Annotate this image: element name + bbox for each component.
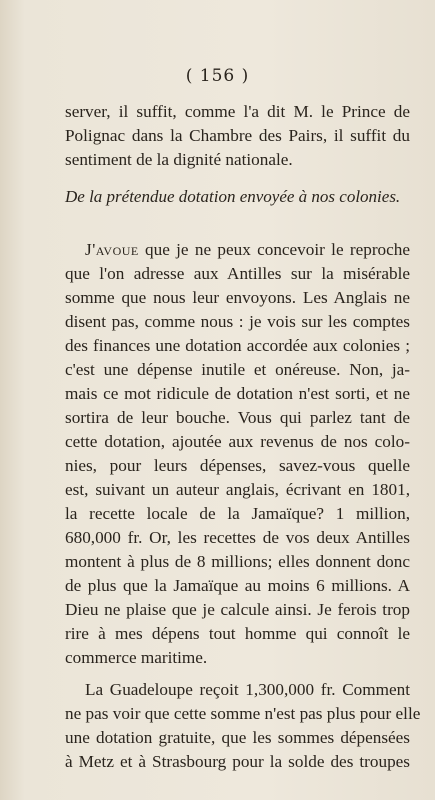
text-line: Polignac dans la Chambre des Pairs, il suffit du bbox=[65, 126, 410, 145]
text-line: de plus que la Jamaïque au moins 6 millions. A bbox=[65, 576, 410, 595]
text-line: 680,000 fr. Or, les recettes de vos deux Antilles bbox=[65, 528, 410, 547]
text-line: la recette locale de la Jamaïque? 1 million, bbox=[65, 504, 410, 523]
text-line: est, suivant un auteur anglais, écrivant en 1801, bbox=[65, 480, 410, 499]
text-line: c'est une dépense inutile et onéreuse. Non, ja- bbox=[65, 360, 410, 379]
text-line: sentiment de la dignité nationale. bbox=[65, 150, 293, 169]
text-line: sortira de leur bouche. Vous qui parlez tant de bbox=[65, 408, 410, 427]
text-line: disent pas, comme nous : je vois sur les comptes bbox=[65, 312, 410, 331]
text-span: que je ne peux concevoir le reproche bbox=[138, 240, 410, 259]
paragraph-first-line bbox=[85, 238, 410, 262]
section-title: De la prétendue dotation envoyée à nos colonies. bbox=[65, 187, 401, 206]
text-line: montent à plus de 8 millions; elles donnent donc bbox=[65, 552, 410, 571]
text-line: une dotation gratuite, que les sommes dépensées bbox=[65, 728, 410, 747]
text-line: nies, pour leurs dépenses, savez-vous quelle bbox=[65, 456, 410, 475]
text-line: commerce maritime. bbox=[65, 648, 208, 667]
text-line: rire à mes dépens tout homme qui connoît le bbox=[65, 624, 410, 643]
paragraph-first-line: La Guadeloupe reçoit 1,300,000 fr. Comment bbox=[85, 680, 410, 699]
text-line: Dieu ne plaise que je calcule ainsi. Je ferois trop bbox=[65, 600, 410, 619]
text-line: ne pas voir que cette somme n'est pas plus pour elle bbox=[65, 704, 421, 723]
page-number: ( 156 ) bbox=[185, 66, 250, 86]
text-line: cette dotation, ajoutée aux revenus de nos colo- bbox=[65, 432, 410, 451]
text-line: des finances une dotation accordée aux colonies ; bbox=[65, 336, 410, 355]
text-line: somme que nous leur envoyons. Les Anglais ne bbox=[65, 288, 410, 307]
dropcap-word: J'avoue bbox=[85, 240, 139, 259]
text-line: à Metz et à Strasbourg pour la solde des troupes bbox=[65, 752, 410, 771]
text-line: server, il suffit, comme l'a dit M. le Prince de bbox=[65, 102, 410, 121]
text-line: que l'on adresse aux Antilles sur la misérable bbox=[65, 264, 410, 283]
text-line: mais ce mot ridicule de dotation n'est sorti, et ne bbox=[65, 384, 410, 403]
